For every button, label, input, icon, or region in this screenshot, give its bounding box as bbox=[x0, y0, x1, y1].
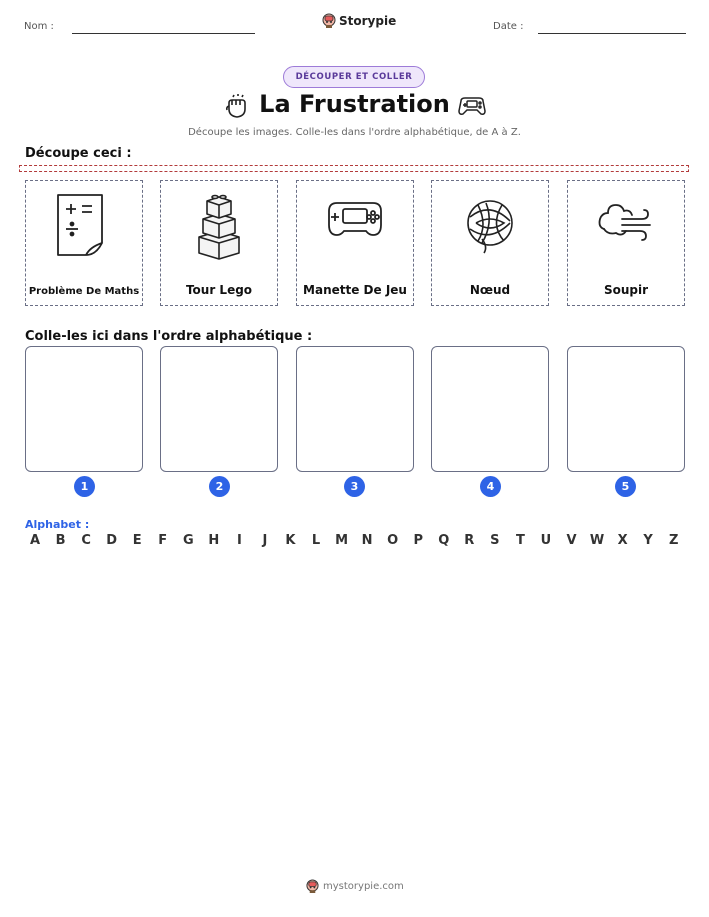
cut-line bbox=[19, 165, 689, 172]
storypie-mascot-icon bbox=[306, 879, 319, 894]
footer bbox=[306, 879, 404, 894]
alphabet-title: Alphabet : bbox=[25, 518, 90, 531]
card-label: Tour Lego bbox=[185, 283, 253, 297]
footer-site[interactable]: mystorypie.com bbox=[323, 881, 404, 892]
number-badge: 3 bbox=[344, 476, 365, 497]
alphabet-letter: U bbox=[540, 533, 552, 548]
paste-box-4[interactable] bbox=[431, 346, 549, 472]
alphabet-letter: D bbox=[106, 533, 118, 548]
cut-card-math-problem[interactable] bbox=[25, 180, 143, 306]
alphabet-letter: W bbox=[589, 533, 605, 548]
gamepad-icon bbox=[457, 92, 487, 120]
alphabet-letter: C bbox=[81, 533, 91, 548]
card-label: Problème De Maths bbox=[28, 286, 140, 297]
alphabet-letter: I bbox=[236, 533, 242, 548]
paste-box-3[interactable] bbox=[296, 346, 414, 472]
number-badge: 4 bbox=[480, 476, 501, 497]
alphabet-letter: E bbox=[132, 533, 142, 548]
alphabet-letter: T bbox=[515, 533, 525, 548]
alphabet-letter: Q bbox=[438, 533, 450, 548]
alphabet-letter: H bbox=[208, 533, 220, 548]
alphabet-letter: L bbox=[311, 533, 321, 548]
alphabet-letter: Y bbox=[643, 533, 653, 548]
alphabet-letter: B bbox=[55, 533, 66, 548]
paste-box-1[interactable] bbox=[25, 346, 143, 472]
alphabet-letter: P bbox=[413, 533, 423, 548]
paste-box-2[interactable] bbox=[160, 346, 278, 472]
activity-badge: DÉCOUPER ET COLLER bbox=[283, 66, 425, 88]
alphabet-letter: O bbox=[387, 533, 399, 548]
card-label: Soupir bbox=[603, 283, 649, 297]
alphabet-letter: A bbox=[29, 533, 41, 548]
name-label: Nom : bbox=[24, 21, 54, 32]
alphabet-row bbox=[25, 533, 684, 548]
alphabet-letter: V bbox=[566, 533, 577, 548]
card-label: Manette De Jeu bbox=[303, 283, 407, 297]
paste-box-5[interactable] bbox=[567, 346, 685, 472]
alphabet-letter: Z bbox=[668, 533, 679, 548]
lego-tower-icon bbox=[185, 189, 253, 261]
cut-card-knot[interactable] bbox=[431, 180, 549, 306]
card-label: Nœud bbox=[469, 283, 511, 297]
alphabet-letter: R bbox=[464, 533, 475, 548]
knot-icon bbox=[456, 189, 524, 261]
alphabet-letter: G bbox=[182, 533, 194, 548]
number-badge: 1 bbox=[74, 476, 95, 497]
math-problem-icon bbox=[50, 189, 118, 261]
alphabet-letter: N bbox=[361, 533, 373, 548]
alphabet-letter: F bbox=[158, 533, 168, 548]
alphabet-letter: S bbox=[490, 533, 500, 548]
brand-name: Storypie bbox=[339, 14, 397, 28]
number-badge: 5 bbox=[615, 476, 636, 497]
cut-card-sigh[interactable] bbox=[567, 180, 685, 306]
page-title: La Frustration bbox=[259, 90, 450, 118]
game-controller-icon bbox=[321, 189, 389, 261]
alphabet-letter: J bbox=[262, 533, 268, 548]
sigh-icon bbox=[592, 189, 660, 261]
instructions: Découpe les images. Colle-les dans l'ordre alphabétique, de A à Z. bbox=[188, 127, 521, 138]
alphabet-letter: M bbox=[335, 533, 349, 548]
cut-heading: Découpe ceci : bbox=[25, 146, 132, 161]
paste-heading: Colle-les ici dans l'ordre alphabétique : bbox=[25, 329, 313, 344]
name-line bbox=[72, 33, 255, 34]
cut-card-lego-tower[interactable] bbox=[160, 180, 278, 306]
date-label: Date : bbox=[493, 21, 524, 32]
brand-logo bbox=[322, 13, 396, 29]
storypie-mascot-icon bbox=[322, 13, 336, 29]
date-line bbox=[538, 33, 686, 34]
alphabet-letter: X bbox=[617, 533, 628, 548]
number-badge: 2 bbox=[209, 476, 230, 497]
alphabet-letter: K bbox=[285, 533, 296, 548]
cut-card-game-controller[interactable] bbox=[296, 180, 414, 306]
